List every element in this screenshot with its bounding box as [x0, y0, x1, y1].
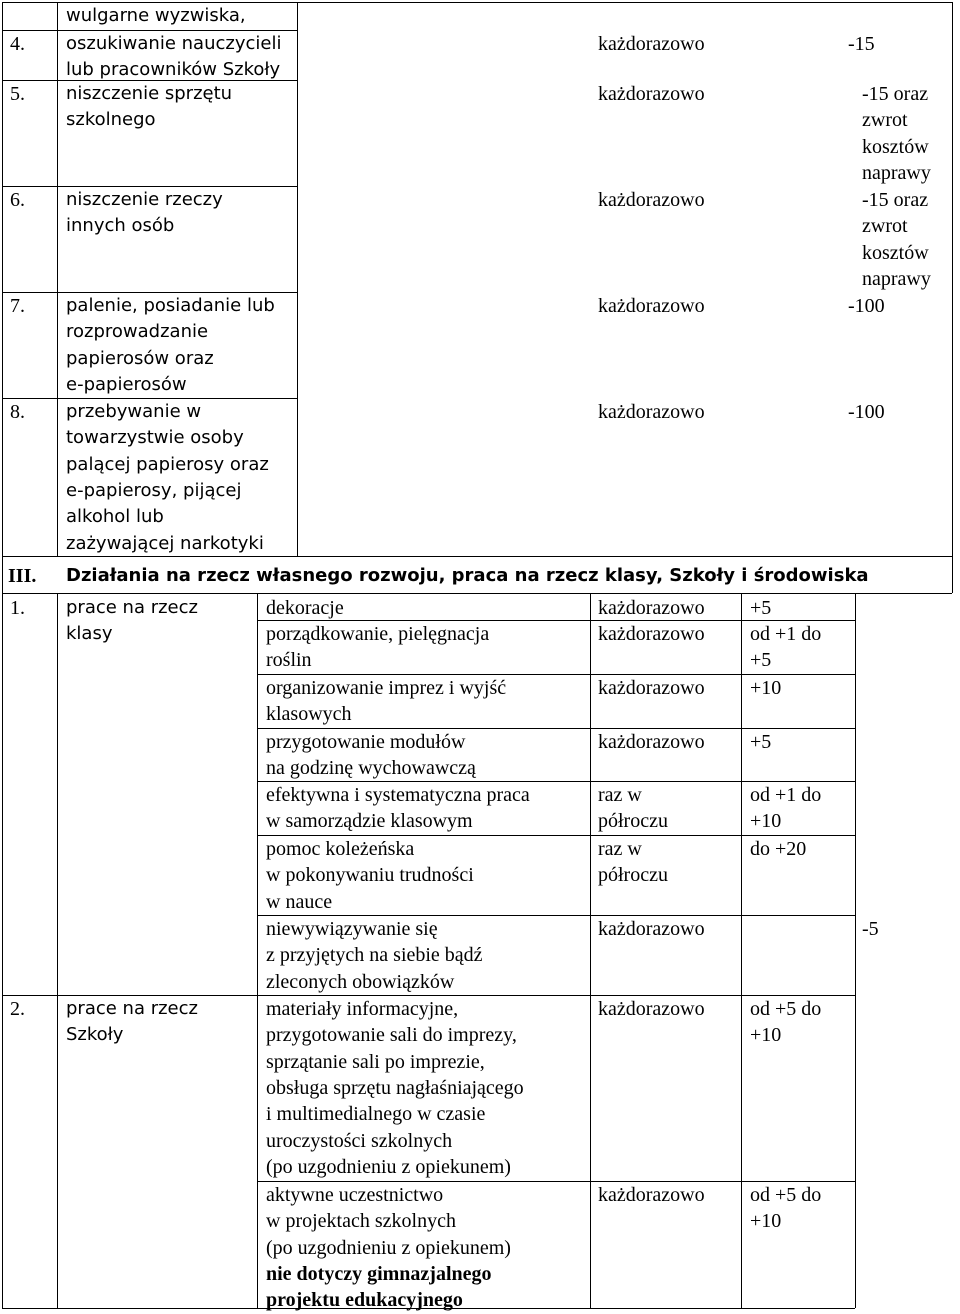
- table-border: [952, 556, 953, 593]
- table-border: [57, 2, 58, 556]
- frequency-cell: każdorazowo: [598, 918, 705, 940]
- points-cell: +10: [750, 677, 782, 699]
- points-cell: do +20: [750, 838, 807, 860]
- activity-description: uroczystości szkolnych: [266, 1129, 453, 1152]
- table-border: [257, 593, 258, 1308]
- table-border: [297, 2, 952, 3]
- row-number: 8.: [10, 401, 25, 423]
- points-cell: zwrot: [862, 109, 908, 132]
- activity-description: z przyjętych na siebie bądź: [266, 944, 483, 967]
- activity-description: pomoc koleżeńska: [266, 838, 415, 860]
- table-border: [2, 593, 3, 1308]
- frequency-cell: raz w: [598, 838, 642, 860]
- activity-description: klasowych: [266, 703, 352, 726]
- activity-description: organizowanie imprez i wyjść: [266, 677, 507, 699]
- activity-note: nie dotyczy gimnazjalnego: [266, 1262, 492, 1285]
- points-cell: +10: [750, 1210, 782, 1233]
- activity-description: materiały informacyjne,: [266, 998, 459, 1020]
- points-cell: zwrot: [862, 215, 908, 238]
- points-cell: +5: [750, 649, 772, 672]
- row-number: 5.: [10, 83, 25, 105]
- activity-note: projektu edukacyjnego: [266, 1289, 463, 1312]
- row-number: 4.: [10, 33, 25, 55]
- row-description: palenie, posiadanie lub: [66, 295, 275, 316]
- row-description: e-papierosów: [66, 373, 187, 395]
- row-number: 6.: [10, 189, 25, 211]
- points-cell: kosztów: [862, 135, 929, 158]
- row-description: papierosów oraz: [66, 347, 214, 369]
- frequency-cell: każdorazowo: [598, 623, 705, 645]
- activity-description: w projektach szkolnych: [266, 1210, 456, 1233]
- activity-description: sprzątanie sali po imprezie,: [266, 1050, 485, 1073]
- points-cell: +10: [750, 1024, 782, 1047]
- activity-description: (po uzgodnieniu z opiekunem): [266, 1155, 511, 1178]
- activity-description: przygotowanie modułów: [266, 731, 466, 753]
- activity-description: efektywna i systematyczna praca: [266, 784, 530, 806]
- points-cell: naprawy: [862, 267, 931, 290]
- activity-description: w pokonywaniu trudności: [266, 864, 474, 887]
- points-cell: +5: [750, 731, 772, 753]
- table-border: [855, 593, 856, 1308]
- table-border: [590, 593, 591, 1308]
- table-border: [2, 556, 3, 593]
- row-description: towarzystwie osoby: [66, 427, 244, 449]
- frequency-cell: półroczu: [598, 810, 668, 833]
- frequency-cell: raz w: [598, 784, 642, 806]
- group-name: klasy: [66, 623, 113, 645]
- frequency-cell: każdorazowo: [598, 189, 705, 211]
- points-cell: od +1 do: [750, 784, 822, 806]
- penalty-cell: -5: [862, 918, 879, 940]
- frequency-cell: półroczu: [598, 864, 668, 887]
- activity-description: na godzinę wychowawczą: [266, 757, 476, 780]
- points-cell: -100: [848, 295, 885, 317]
- group-number: 2.: [10, 998, 25, 1020]
- row-description: niszczenie sprzętu: [66, 83, 233, 104]
- points-cell: od +5 do: [750, 998, 822, 1020]
- activity-description: niewywiązywanie się: [266, 918, 438, 940]
- frequency-cell: każdorazowo: [598, 731, 705, 753]
- activity-description: w nauce: [266, 890, 333, 913]
- table-border: [2, 593, 952, 594]
- points-cell: -15 oraz: [862, 83, 929, 105]
- frequency-cell: każdorazowo: [598, 998, 705, 1020]
- table-border: [2, 2, 3, 556]
- group-name: Szkoły: [66, 1024, 124, 1046]
- row-description: niszczenie rzeczy: [66, 189, 223, 210]
- table-border: [57, 593, 58, 1308]
- activity-description: przygotowanie sali do imprezy,: [266, 1024, 517, 1047]
- row-description: e-papierosy, pijącej: [66, 479, 242, 501]
- row-description: zażywającej narkotyki: [66, 532, 264, 554]
- row-description: lub pracowników Szkoły: [66, 59, 281, 81]
- points-cell: -100: [848, 401, 885, 423]
- points-cell: +10: [750, 810, 782, 833]
- row-description: oszukiwanie nauczycieli: [66, 33, 282, 54]
- row-description: przebywanie w: [66, 401, 202, 422]
- frequency-cell: każdorazowo: [598, 83, 705, 105]
- frequency-cell: każdorazowo: [598, 401, 705, 423]
- frequency-cell: każdorazowo: [598, 1184, 705, 1206]
- points-cell: -15 oraz: [862, 189, 929, 211]
- points-cell: +5: [750, 597, 772, 619]
- points-cell: kosztów: [862, 241, 929, 264]
- table-border: [297, 2, 298, 556]
- row-description: palącej papierosy oraz: [66, 453, 269, 475]
- activity-description: zleconych obowiązków: [266, 970, 455, 993]
- activity-description: porządkowanie, pielęgnacja: [266, 623, 490, 645]
- points-cell: od +5 do: [750, 1184, 822, 1206]
- row-description: szkolnego: [66, 109, 156, 131]
- table-border: [741, 593, 742, 1308]
- row-number: 7.: [10, 295, 25, 317]
- activity-description: i multimedialnego w czasie: [266, 1103, 486, 1126]
- section-number: III.: [8, 565, 37, 587]
- points-cell: naprawy: [862, 161, 931, 184]
- row-description: innych osób: [66, 215, 175, 237]
- activity-description: dekoracje: [266, 597, 344, 619]
- activity-description: (po uzgodnieniu z opiekunem): [266, 1236, 511, 1259]
- frequency-cell: każdorazowo: [598, 597, 705, 619]
- row-description: wulgarne wyzwiska,: [66, 5, 246, 26]
- group-number: 1.: [10, 597, 25, 619]
- frequency-cell: każdorazowo: [598, 677, 705, 699]
- points-cell: -15: [848, 33, 875, 55]
- activity-description: w samorządzie klasowym: [266, 810, 473, 833]
- frequency-cell: każdorazowo: [598, 33, 705, 55]
- group-name: prace na rzecz: [66, 597, 198, 618]
- activity-description: obsługa sprzętu nagłaśniającego: [266, 1076, 524, 1099]
- activity-description: aktywne uczestnictwo: [266, 1184, 444, 1206]
- activity-description: roślin: [266, 649, 312, 672]
- row-description: alkohol lub: [66, 506, 164, 528]
- section-title: Działania na rzecz własnego rozwoju, praca na rzecz klasy, Szkoły i środowiska: [66, 565, 869, 586]
- frequency-cell: każdorazowo: [598, 295, 705, 317]
- points-cell: od +1 do: [750, 623, 822, 645]
- row-description: rozprowadzanie: [66, 321, 209, 343]
- group-name: prace na rzecz: [66, 998, 198, 1019]
- table-border: [952, 2, 953, 556]
